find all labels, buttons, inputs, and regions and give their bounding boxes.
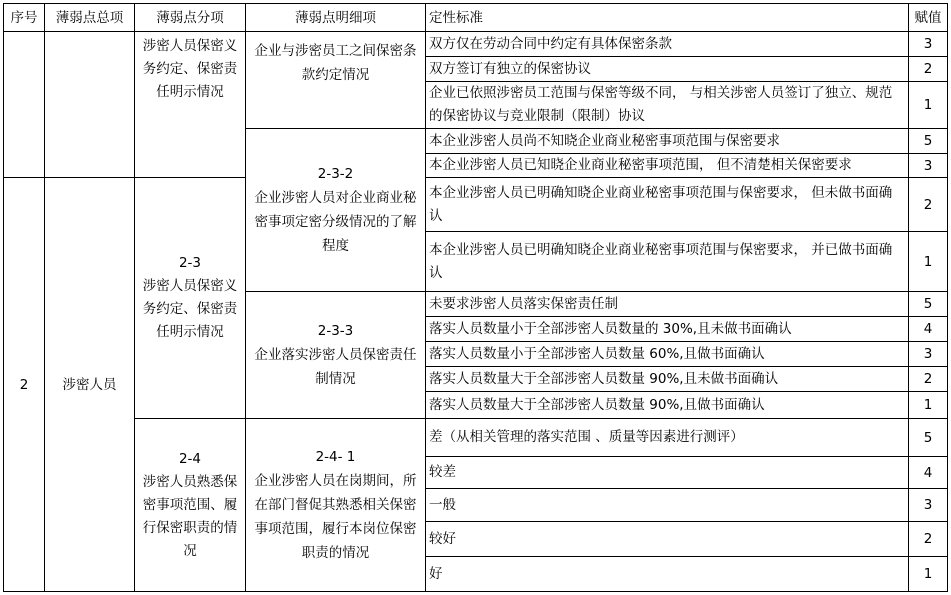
header-index: 序号 bbox=[4, 4, 45, 32]
criterion-cell: 本企业涉密人员尚不知晓企业商业秘密事项范围与保密要求 bbox=[426, 129, 909, 154]
criterion-cell: 双方签订有独立的保密协议 bbox=[426, 57, 909, 82]
detail-cell bbox=[246, 292, 426, 419]
header-criterion: 定性标准 bbox=[426, 4, 909, 32]
score-cell: 3 bbox=[909, 342, 948, 367]
detail-code: 2-3-2 bbox=[317, 166, 354, 182]
detail-cell bbox=[246, 129, 426, 292]
header-score: 赋值 bbox=[909, 4, 948, 32]
score-cell: 5 bbox=[909, 129, 948, 154]
detail-code: 2-4- 1 bbox=[315, 449, 356, 465]
criterion-cell: 落实人员数量大于全部涉密人员数量 90%,且做书面确认 bbox=[426, 392, 909, 419]
header-subcategory: 薄弱点分项 bbox=[135, 4, 246, 32]
criterion-cell: 落实人员数量小于全部涉密人员数量 60%,且做书面确认 bbox=[426, 342, 909, 367]
detail-name: 企业落实涉密人员保密责任制情况 bbox=[254, 347, 417, 387]
score-cell: 2 bbox=[909, 57, 948, 82]
subcategory-name: 涉密人员保密义务约定、保密责任明示情况 bbox=[142, 278, 238, 340]
score-cell: 1 bbox=[909, 392, 948, 419]
criterion-cell: 未要求涉密人员落实保密责任制 bbox=[426, 292, 909, 317]
header-row bbox=[4, 4, 948, 32]
subcategory-cell bbox=[135, 419, 246, 592]
score-cell: 3 bbox=[909, 32, 948, 57]
criterion-cell: 落实人员数量小于全部涉密人员数量的 30%,且未做书面确认 bbox=[426, 317, 909, 342]
criterion-cell: 落实人员数量大于全部涉密人员数量 90%,且未做书面确认 bbox=[426, 367, 909, 392]
subcategory-name: 涉密人员熟悉保密事项范围、履行保密职责的情况 bbox=[142, 473, 238, 559]
detail-cell bbox=[246, 419, 426, 592]
table-row bbox=[4, 178, 948, 232]
score-cell: 4 bbox=[909, 457, 948, 489]
score-cell: 1 bbox=[909, 557, 948, 592]
detail-name: 企业涉密人员对企业商业秘密事项定密分级情况的了解程度 bbox=[254, 190, 417, 254]
criterion-cell: 双方仅在劳动合同中约定有具体保密条款 bbox=[426, 32, 909, 57]
subcategory-code: 2-4 bbox=[178, 450, 202, 467]
table-row bbox=[4, 419, 948, 457]
index-cell-empty bbox=[4, 32, 45, 178]
score-cell: 5 bbox=[909, 292, 948, 317]
criterion-cell: 本企业涉密人员已明确知晓企业商业秘密事项范围与保密要求， 但未做书面确认 bbox=[426, 178, 909, 232]
detail-code: 2-3-3 bbox=[317, 323, 354, 339]
criterion-cell: 企业已依照涉密员工范围与保密等级不同， 与相关涉密人员签订了独立、规范的保密协议与竞业限制（限制）协议 bbox=[426, 82, 909, 129]
subcategory-code: 2-3 bbox=[178, 255, 202, 271]
category-cell: 涉密人员 bbox=[45, 178, 135, 592]
score-cell: 5 bbox=[909, 419, 948, 457]
detail-name: 企业与涉密员工之间保密条款约定情况 bbox=[254, 43, 417, 83]
score-cell: 1 bbox=[909, 232, 948, 292]
subcategory-cell bbox=[135, 32, 246, 178]
subcategory-name: 涉密人员保密义务约定、保密责任明示情况 bbox=[142, 38, 238, 100]
score-cell: 4 bbox=[909, 317, 948, 342]
score-cell: 2 bbox=[909, 522, 948, 557]
score-cell: 2 bbox=[909, 367, 948, 392]
header-detail: 薄弱点明细项 bbox=[246, 4, 426, 32]
detail-name: 企业涉密人员在岗期间，所在部门督促其熟悉相关保密事项范围，履行本岗位保密职责的情况 bbox=[254, 473, 417, 561]
subcategory-cell bbox=[135, 178, 246, 419]
criterion-cell: 本企业涉密人员已知晓企业商业秘密事项范围， 但不清楚相关保密要求 bbox=[426, 154, 909, 178]
score-cell: 1 bbox=[909, 82, 948, 129]
criterion-cell: 本企业涉密人员已明确知晓企业商业秘密事项范围与保密要求， 并已做书面确认 bbox=[426, 232, 909, 292]
criterion-cell: 较好 bbox=[426, 522, 909, 557]
criterion-cell: 差（从相关管理的落实范围 、质量等因素进行测评） bbox=[426, 419, 909, 457]
header-category: 薄弱点总项 bbox=[45, 4, 135, 32]
score-cell: 3 bbox=[909, 489, 948, 522]
score-cell: 2 bbox=[909, 178, 948, 232]
criterion-cell: 较差 bbox=[426, 457, 909, 489]
score-cell: 3 bbox=[909, 154, 948, 178]
weakness-scoring-table bbox=[3, 3, 948, 592]
index-cell: 2 bbox=[4, 178, 45, 592]
detail-cell bbox=[246, 32, 426, 129]
criterion-cell: 一般 bbox=[426, 489, 909, 522]
criterion-cell: 好 bbox=[426, 557, 909, 592]
table-row bbox=[4, 32, 948, 57]
category-cell-empty bbox=[45, 32, 135, 178]
